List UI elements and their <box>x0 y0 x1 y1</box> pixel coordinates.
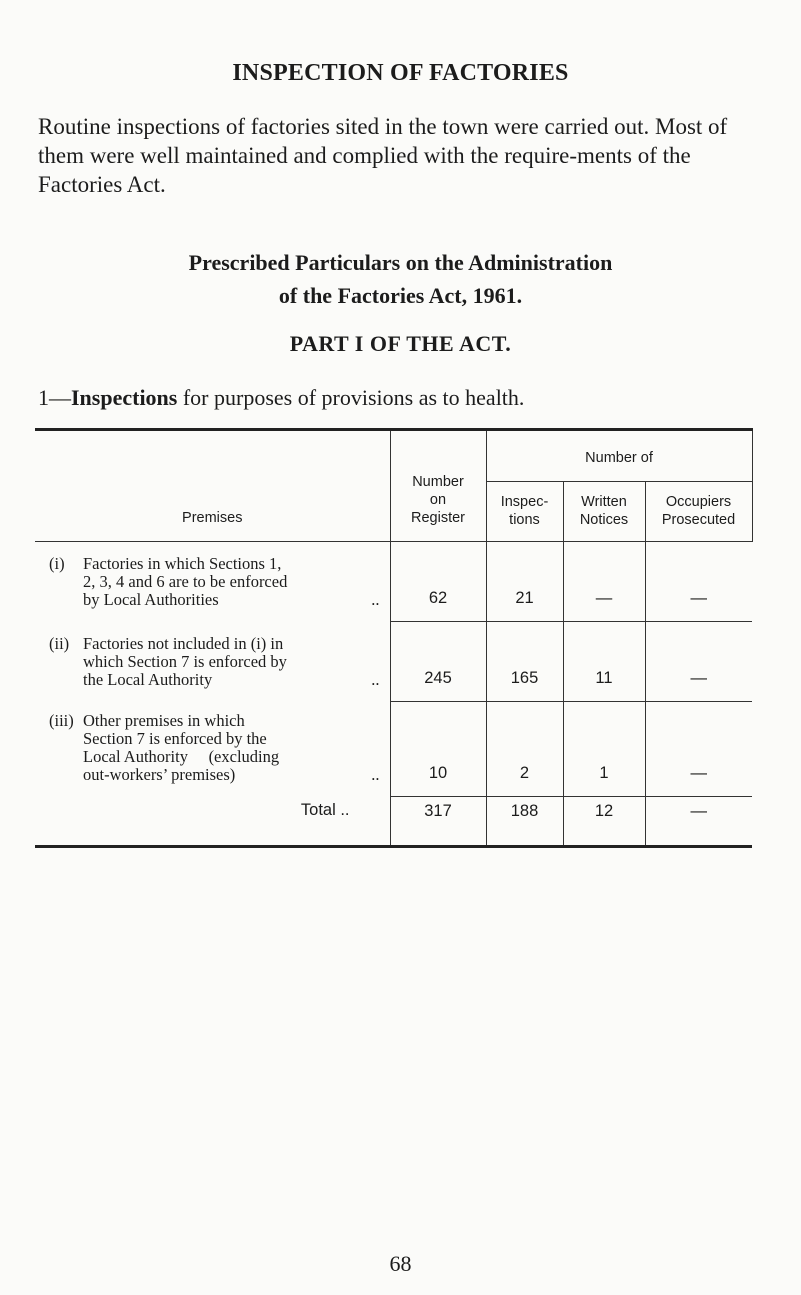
header-number-on-register <box>390 430 486 542</box>
header-register-line-1: Number <box>412 474 464 490</box>
total-notices: 12 <box>563 797 645 847</box>
register-value: 10 <box>390 702 486 797</box>
header-prosecuted-line-1: Occupiers <box>665 494 732 510</box>
header-prosecuted-line-2: Prosecuted <box>661 512 736 528</box>
premises-line: out-workers’ premises) <box>83 764 236 784</box>
premises-line: Factories in which Sections 1, <box>83 553 282 573</box>
inspections-value: 21 <box>486 542 563 622</box>
premises-line: by Local Authorities <box>83 589 219 609</box>
premises-line: 2, 3, 4 and 6 are to be enforced <box>83 571 288 591</box>
premises-line: Section 7 is enforced by the <box>83 728 267 748</box>
header-inspections <box>486 482 563 542</box>
notices-value: 11 <box>563 622 645 702</box>
register-value: 245 <box>390 622 486 702</box>
section-heading <box>38 385 524 411</box>
subheading-line-2: of the Factories Act, 1961. <box>278 283 523 308</box>
premises-line: Factories not included in (i) in <box>83 633 284 653</box>
page-title: INSPECTION OF FACTORIES <box>232 60 569 86</box>
register-value: 62 <box>390 542 486 622</box>
leader-dots: .. <box>371 764 380 784</box>
premises-line: which Section 7 is enforced by <box>83 651 287 671</box>
table-row <box>35 542 752 622</box>
row-number: (ii) <box>49 633 70 653</box>
inspections-value: 165 <box>486 622 563 702</box>
prosecuted-value: — <box>645 702 752 797</box>
header-register-line-2: on <box>429 492 447 508</box>
section-rest: for purposes of provisions as to health. <box>177 385 525 410</box>
header-notices-line-1: Written <box>581 494 627 510</box>
total-label: Total .. <box>300 801 350 820</box>
inspections-value: 2 <box>486 702 563 797</box>
header-occupiers-prosecuted <box>645 482 752 542</box>
row-number: (i) <box>49 553 65 573</box>
total-row <box>35 797 752 847</box>
premises-cell <box>35 542 390 622</box>
header-written-notices <box>563 482 645 542</box>
notices-value: 1 <box>563 702 645 797</box>
section-bold-title: Inspections <box>71 385 178 410</box>
header-premises: Premises <box>35 430 390 542</box>
header-register-line-3: Register <box>411 510 465 526</box>
leader-dots: .. <box>371 589 380 609</box>
header-notices-line-2: Notices <box>579 512 629 528</box>
row-number: (iii) <box>49 710 74 730</box>
total-inspections: 188 <box>486 797 563 847</box>
total-register: 317 <box>390 797 486 847</box>
premises-cell <box>35 622 390 702</box>
prosecuted-value: — <box>645 542 752 622</box>
inspections-table <box>35 428 753 848</box>
subheading-line-1: Prescribed Particulars on the Administration <box>188 250 613 275</box>
notices-value: — <box>563 542 645 622</box>
prosecuted-value: — <box>645 622 752 702</box>
premises-line: Local Authority (excluding <box>83 746 280 766</box>
premises-cell <box>35 702 390 797</box>
header-number-of: Number of <box>486 430 752 482</box>
leader-dots: .. <box>371 669 380 689</box>
intro-paragraph: Routine inspections of factories sited in the town were carried out. Most of them were well maintained and complied with the require-ments of the Factories Act. <box>38 114 728 197</box>
premises-line: the Local Authority <box>83 669 213 689</box>
table-row <box>35 622 752 702</box>
header-inspections-line-2: tions <box>509 512 540 528</box>
premises-line: Other premises in which <box>83 710 245 730</box>
part-heading: PART I OF THE ACT. <box>289 331 512 356</box>
page-number: 68 <box>389 1251 412 1276</box>
table-row <box>35 702 752 797</box>
header-inspections-line-1: Inspec- <box>500 494 549 510</box>
total-prosecuted: — <box>645 797 752 847</box>
section-number: 1— <box>38 385 71 410</box>
